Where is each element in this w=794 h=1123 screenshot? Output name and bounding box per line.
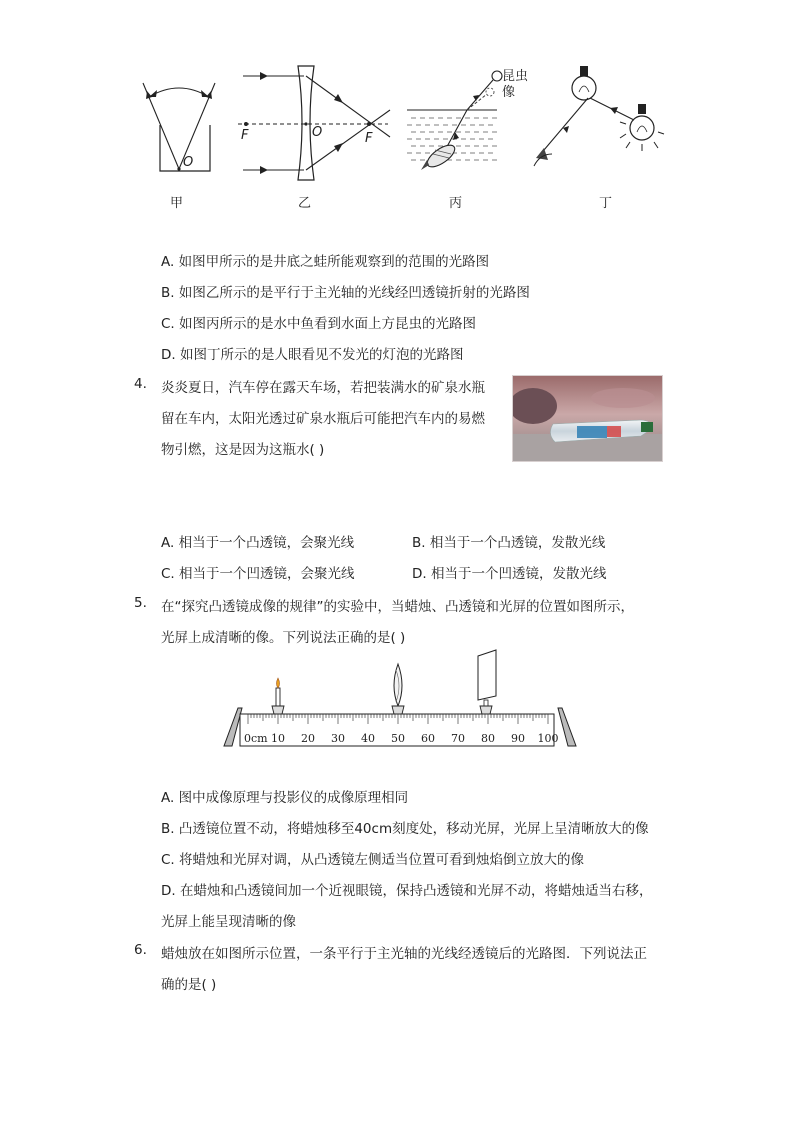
q5-option-d-line2[interactable]: 光屏上能呈现清晰的像 [161,914,296,930]
q6-number: 6. [134,942,147,958]
q4-stem-line2: 留在车内，太阳光透过矿泉水瓶后可能把汽车内的易燃 [161,411,485,427]
ruler-tick-label: 80 [481,732,495,745]
ruler-tick-label: 30 [331,732,345,745]
yi-f-right-label: F [365,131,373,146]
q5-option-c[interactable]: C. 将蜡烛和光屏对调，从凸透镜左侧适当位置可看到烛焰倒立放大的像 [161,852,585,868]
q6-stem-line1: 蜡烛放在如图所示位置，一条平行于主光轴的光线经透镜后的光路图．下列说法正 [161,946,647,962]
ruler-tick-label: 20 [301,732,315,745]
q4-option-b[interactable]: B. 相当于一个凸透镜，发散光线 [412,535,606,551]
q4-option-a[interactable]: A. 相当于一个凸透镜，会聚光线 [161,535,355,551]
q6-stem-line2: 确的是( ) [161,977,217,993]
q5-option-a[interactable]: A. 图中成像原理与投影仪的成像原理相同 [161,790,409,806]
q4-stem-line1: 炎炎夏日，汽车停在露天车场，若把装满水的矿泉水瓶 [161,380,485,396]
q3-option-d[interactable]: D. 如图丁所示的是人眼看见不发光的灯泡的光路图 [161,347,464,363]
q5-option-d-line1[interactable]: D. 在蜡烛和凸透镜间加一个近视眼镜，保持凸透镜和光屏不动，将蜡烛适当右移， [161,883,653,899]
ruler-tick-label: 0cm [244,732,268,745]
q4-option-c[interactable]: C. 相当于一个凹透镜，会聚光线 [161,566,355,582]
ruler-tick-label: 70 [451,732,465,745]
figure-label-bing: 丙 [449,196,463,211]
q3-option-b[interactable]: B. 如图乙所示的是平行于主光轴的光线经凹透镜折射的光路图 [161,285,530,301]
q4-stem-line3: 物引燃，这是因为这瓶水( ) [161,442,325,458]
q5-stem-line1: 在“探究凸透镜成像的规律”的实验中，当蜡烛、凸透镜和光屏的位置如图所示， [161,599,634,615]
q5-number: 5. [134,595,147,611]
q4-option-d[interactable]: D. 相当于一个凹透镜，发散光线 [412,566,607,582]
ruler-tick-label: 60 [421,732,435,745]
figure-label-ding: 丁 [599,196,613,211]
jia-o-label: O [183,155,194,170]
bing-image-label: 像 [502,85,516,100]
yi-f-left-label: F [241,128,249,143]
figure-ding [530,62,670,177]
ruler-tick-label: 90 [511,732,525,745]
optical-bench-figure [220,648,580,748]
yi-o-label: O [312,125,323,140]
ruler-tick-label: 100 [537,732,559,745]
figure-label-jia: 甲 [170,196,184,211]
bing-insect-label: 昆虫 [502,69,529,84]
figure-jia [135,75,220,175]
ruler-tick-label: 10 [271,732,285,745]
q3-option-a[interactable]: A. 如图甲所示的是井底之蛙所能观察到的范围的光路图 [161,254,490,270]
bottle-photo [512,375,663,462]
figure-label-yi: 乙 [298,196,312,211]
q4-number: 4. [134,376,147,392]
q3-option-c[interactable]: C. 如图丙所示的是水中鱼看到水面上方昆虫的光路图 [161,316,477,332]
q5-option-b[interactable]: B. 凸透镜位置不动，将蜡烛移至40cm刻度处，移动光屏，光屏上呈清晰放大的像 [161,821,649,837]
ruler-tick-label: 40 [361,732,375,745]
ruler-tick-label: 50 [391,732,405,745]
q5-stem-line2: 光屏上成清晰的像。下列说法正确的是( ) [161,630,406,646]
